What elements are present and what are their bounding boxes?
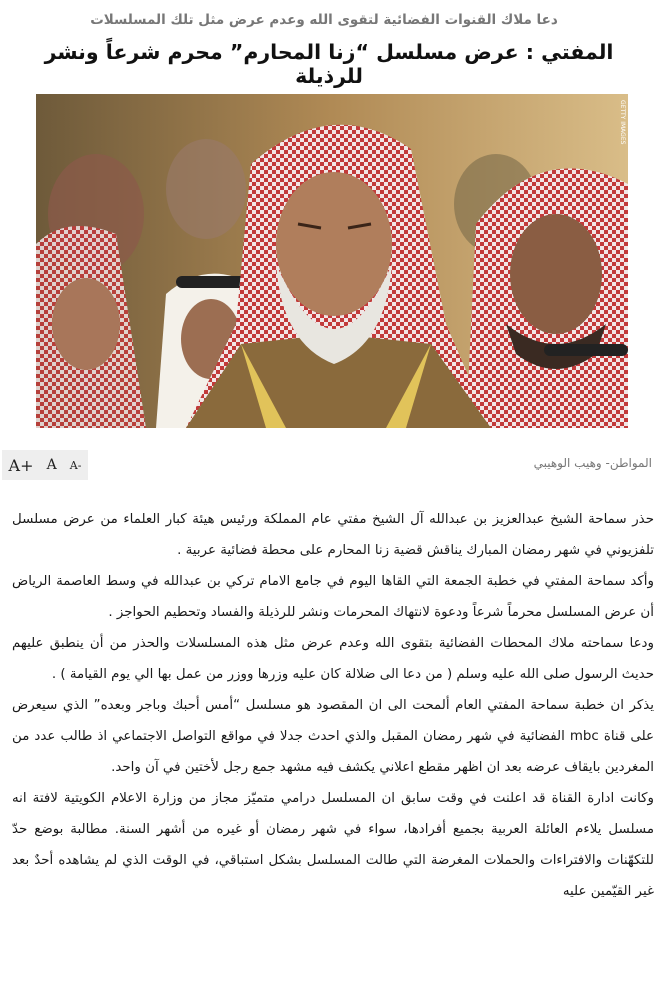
photo-watermark: GETTY IMAGES bbox=[619, 100, 626, 145]
article-photo bbox=[36, 94, 628, 428]
article-paragraph: حذر سماحة الشيخ عبدالعزيز بن عبدالله آل الشيخ مفتي عام المملكة ورئيس هيئة كبار العلماء من عرض مسلسل تلفزيوني في شهر رمضان المبارك يناقش قضية زنا المحارم على محطة فضائية عربية . bbox=[12, 512, 654, 558]
kicker: دعا ملاك القنوات الفضائية لتقوى الله وعدم عرض مثل تلك المسلسلات bbox=[90, 12, 558, 28]
article-paragraph: ودعا سماحته ملاك المحطات الفضائية بتقوى الله وعدم عرض مثل هذه المسلسلات والحذر من أن ينطبق عليهم حديث الرسول صلى الله عليه وسلم ( من دعا الى ضلالة كان عليه وزرها ووزر من عمل بها الي يوم القيامة ) . bbox=[12, 636, 654, 682]
font-normal-button[interactable]: A bbox=[46, 457, 57, 473]
author-credit: المواطن- وهيب الوهيبي bbox=[533, 456, 652, 470]
article-paragraph: وأكد سماحة المفتي في خطبة الجمعة التي القاها اليوم في جامع الامام تركي بن عبدالله في وسط العاصمة الرياض أن عرض المسلسل محرماً شرعاً ودعوة لانتهاك المحرمات ونشر للرذيلة والفساد وتحطيم الحواجز . bbox=[12, 574, 654, 620]
credit-bar bbox=[0, 446, 668, 480]
headline: المفتي : عرض مسلسل “زنا المحارم” محرم شرعاً ونشر للرذيلة bbox=[44, 40, 614, 88]
font-size-controls bbox=[2, 450, 88, 480]
article-body bbox=[12, 504, 654, 907]
font-increase-button[interactable]: A+ bbox=[8, 455, 34, 475]
font-decrease-button[interactable]: A- bbox=[69, 458, 82, 472]
article-paragraph: يذكر ان خطبة سماحة المفتي العام ألمحت الى ان المقصود هو مسلسل “أمس أحبك وباجر وبعده” الذي سيعرض على قناة mbc الفضائية في شهر رمضان المقبل والذي احدث جدلا في مواقع التواصل الاجتماعي اذ طالب عدد من المغردين بايقاف عرضه بعد ان اظهر مقطع اعلاني يكشف فيه مشهد جمع رجل لأختين في آن واحد. bbox=[12, 698, 654, 775]
article-paragraph: وكانت ادارة القناة قد اعلنت في وقت سابق ان المسلسل درامي متميّز مجاز من وزارة الاعلام الكويتية لافتة انه مسلسل يلاءم العائلة العربية بجميع أفرادها، سواء في شهر رمضان أو غيره من أشهر السنة. مطالبة بوضع حدّ للتكهّنات والافتراءات والحملات المغرضة التي طالت المسلسل بشكل استباقي، في الوقت الذي لم يشاهده أحدٌ بعد غير القيّمين عليه bbox=[12, 791, 654, 899]
